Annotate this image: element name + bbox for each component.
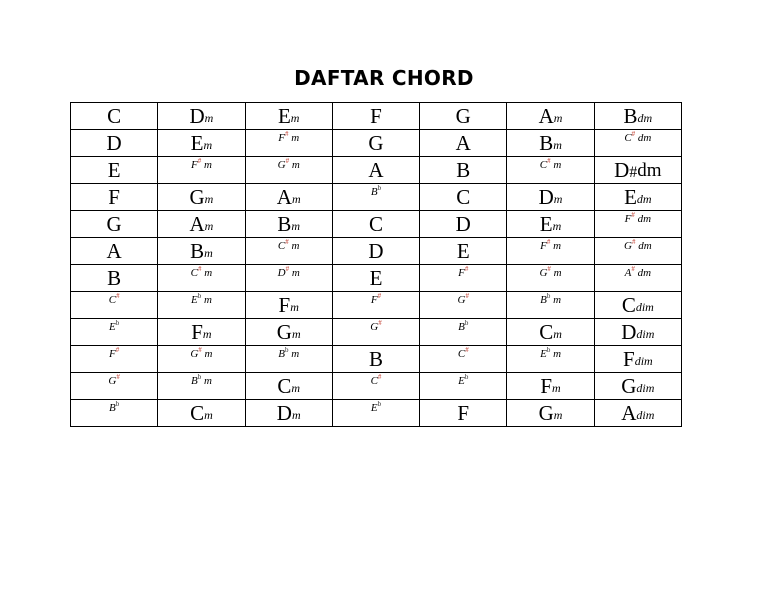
sharp-symbol: # — [465, 346, 469, 354]
chord-name: F# — [109, 346, 120, 360]
chord-cell — [158, 319, 245, 346]
chord-cell — [158, 346, 245, 373]
flat-symbol: b — [284, 346, 289, 354]
flat-symbol: b — [377, 400, 382, 408]
sharp-symbol: # — [115, 346, 120, 354]
sharp-symbol: # — [197, 157, 202, 165]
sharp-symbol: # — [547, 157, 551, 165]
chord-name: B — [368, 346, 383, 371]
chord-name: Dm — [189, 103, 214, 128]
chord-name: Bm — [190, 238, 213, 263]
chord-cell — [594, 400, 681, 427]
chord-name: Edm — [624, 184, 652, 209]
chord-cell — [507, 373, 594, 400]
sharp-symbol: # — [631, 265, 635, 273]
sharp-symbol: # — [285, 265, 290, 273]
chord-name: $E^b$ m — [190, 292, 212, 306]
chord-cell — [420, 292, 507, 319]
sharp-symbol: # — [116, 373, 120, 381]
chord-cell — [594, 184, 681, 211]
chord-name: Cm — [277, 373, 301, 398]
chord-cell — [245, 265, 332, 292]
chord-cell — [420, 157, 507, 184]
chord-cell — [71, 103, 158, 130]
chord-cell — [594, 238, 681, 265]
chord-name: G# m — [190, 346, 213, 360]
sharp-symbol: # — [465, 292, 469, 300]
chord-name: G# dm — [624, 238, 652, 252]
chord-cell — [420, 400, 507, 427]
chord-cell — [245, 184, 332, 211]
chord-cell — [71, 238, 158, 265]
chord-cell — [158, 238, 245, 265]
chord-name: F — [108, 184, 120, 209]
chord-name: $E^b$ — [109, 319, 120, 333]
chord-name: D — [455, 211, 471, 236]
sharp-symbol: # — [631, 238, 636, 246]
chord-cell — [158, 373, 245, 400]
chord-cell — [594, 130, 681, 157]
flat-symbol: b — [197, 292, 202, 300]
chord-cell — [245, 319, 332, 346]
sharp-symbol: # — [197, 265, 202, 273]
chord-name: G — [106, 211, 122, 236]
chord-cell — [158, 103, 245, 130]
chord-cell — [332, 211, 419, 238]
flat-symbol: b — [464, 319, 469, 327]
table-row — [71, 400, 682, 427]
table-row — [71, 373, 682, 400]
chord-name: $B^b$ m — [540, 292, 562, 306]
chord-cell — [71, 184, 158, 211]
chord-cell — [245, 292, 332, 319]
chord-name: G# — [108, 373, 120, 387]
chord-name: Cm — [190, 400, 213, 425]
chord-cell — [71, 292, 158, 319]
chord-cell — [332, 103, 419, 130]
chord-cell — [158, 184, 245, 211]
chord-cell — [71, 130, 158, 157]
flat-symbol: b — [546, 346, 551, 354]
chord-name: Gdim — [621, 373, 655, 398]
chord-cell — [420, 373, 507, 400]
chord-name: $B^b$ m — [190, 373, 212, 387]
chord-name: C# m — [277, 238, 300, 252]
chord-name: G — [455, 103, 471, 128]
chord-name: Bm — [539, 130, 562, 155]
chord-name: C — [368, 211, 383, 236]
chord-table-body — [71, 103, 682, 427]
chord-cell — [158, 265, 245, 292]
chord-cell — [594, 319, 681, 346]
chord-name: $E^b$ — [370, 400, 382, 414]
chord-cell — [71, 346, 158, 373]
sharp-symbol: # — [198, 346, 202, 354]
chord-name: B — [107, 265, 122, 290]
chord-cell — [507, 346, 594, 373]
chord-name: F# m — [190, 157, 212, 171]
chord-name: C# — [370, 373, 382, 387]
chord-cell — [245, 346, 332, 373]
chord-cell — [71, 400, 158, 427]
chord-name: Fm — [278, 292, 299, 317]
chord-cell — [594, 292, 681, 319]
chord-name: C# dm — [624, 130, 652, 144]
chord-cell — [507, 265, 594, 292]
chord-cell — [594, 373, 681, 400]
chord-name: F# — [458, 265, 469, 279]
chord-name: Gm — [276, 319, 301, 344]
table-row — [71, 157, 682, 184]
chord-name: F# m — [540, 238, 562, 252]
chord-name: G — [368, 130, 384, 155]
chord-name: D — [106, 130, 122, 155]
chord-cell — [245, 130, 332, 157]
chord-cell — [332, 157, 419, 184]
chord-cell — [245, 373, 332, 400]
chord-cell — [420, 265, 507, 292]
chord-name: Cdim — [621, 292, 654, 317]
sharp-symbol: # — [285, 157, 290, 165]
chord-name: $E^b$ m — [540, 346, 562, 360]
chord-cell — [594, 346, 681, 373]
chord-cell — [71, 211, 158, 238]
chord-cell — [507, 400, 594, 427]
table-row — [71, 346, 682, 373]
flat-symbol: b — [197, 373, 202, 381]
chord-cell — [507, 130, 594, 157]
table-row — [71, 238, 682, 265]
chord-cell — [420, 184, 507, 211]
chord-name: Gm — [538, 400, 563, 425]
chord-cell — [420, 319, 507, 346]
table-row — [71, 292, 682, 319]
sharp-symbol: # — [285, 238, 289, 246]
chord-name: Cm — [539, 319, 562, 344]
chord-cell — [594, 265, 681, 292]
sharp-symbol: # — [464, 265, 469, 273]
chord-name: Am — [276, 184, 301, 209]
sharp-symbol: # — [631, 211, 635, 219]
chord-cell — [332, 400, 419, 427]
chord-name: C — [107, 103, 122, 128]
chord-cell — [332, 265, 419, 292]
chord-cell — [507, 319, 594, 346]
chord-name: Fm — [191, 319, 212, 344]
chord-name: F — [370, 103, 382, 128]
chord-name: E — [369, 265, 383, 290]
chord-name: B — [456, 157, 471, 182]
chord-name: Gm — [189, 184, 214, 209]
chord-name: Em — [539, 211, 562, 236]
table-row — [71, 130, 682, 157]
sharp-symbol: # — [116, 292, 120, 300]
flat-symbol: b — [377, 184, 382, 192]
flat-symbol: b — [546, 292, 551, 300]
chord-name: Fm — [540, 373, 561, 398]
chord-name: F# m — [278, 130, 300, 144]
chord-cell — [158, 292, 245, 319]
chord-name: Fdim — [623, 346, 653, 371]
chord-name: $E^b$ — [458, 373, 469, 387]
chord-name: E — [107, 157, 121, 182]
chord-name: F# dm — [624, 211, 652, 225]
chord-cell — [158, 157, 245, 184]
chord-cell — [71, 157, 158, 184]
chord-cell — [420, 103, 507, 130]
sharp-symbol: # — [546, 238, 551, 246]
chord-cell — [594, 103, 681, 130]
chord-name: C# — [457, 346, 469, 360]
chord-cell — [332, 346, 419, 373]
chord-cell — [245, 103, 332, 130]
chord-table — [70, 102, 682, 427]
chord-name: C — [456, 184, 471, 209]
chord-name: Em — [277, 103, 300, 128]
chord-cell — [594, 157, 681, 184]
chord-name: Bdm — [623, 103, 653, 128]
chord-name: $B^b$ — [109, 400, 120, 414]
sharp-symbol: # — [377, 373, 382, 381]
chord-cell — [507, 103, 594, 130]
chord-cell — [245, 157, 332, 184]
table-row — [71, 184, 682, 211]
sharp-symbol: # — [547, 265, 551, 273]
chord-cell — [507, 238, 594, 265]
chord-name: D# m — [277, 265, 300, 279]
chord-name: C# m — [539, 157, 562, 171]
chord-name: Ddim — [621, 319, 655, 344]
chord-cell — [507, 292, 594, 319]
chord-name: Am — [189, 211, 214, 236]
chord-cell — [507, 157, 594, 184]
chord-name: Dm — [276, 400, 301, 425]
chord-cell — [245, 400, 332, 427]
chord-name: C# — [108, 292, 120, 306]
chord-cell — [71, 265, 158, 292]
table-row — [71, 211, 682, 238]
chord-cell — [158, 211, 245, 238]
chord-cell — [71, 319, 158, 346]
flat-symbol: b — [115, 400, 120, 408]
chord-name: F# — [370, 292, 382, 306]
chord-cell — [507, 184, 594, 211]
chord-cell — [420, 211, 507, 238]
chord-name: Dm — [538, 184, 563, 209]
chord-name: A — [368, 157, 384, 182]
chord-name: $B^b$ — [458, 319, 469, 333]
chord-cell — [332, 319, 419, 346]
chord-name: G# m — [539, 265, 562, 279]
sharp-symbol: # — [378, 319, 382, 327]
sharp-symbol: # — [631, 130, 636, 138]
chord-cell — [332, 373, 419, 400]
chord-name: Adim — [621, 400, 655, 425]
table-row — [71, 265, 682, 292]
chord-name: Am — [538, 103, 563, 128]
chord-name: Bm — [277, 211, 301, 236]
chord-cell — [594, 211, 681, 238]
flat-symbol: b — [115, 319, 120, 327]
chord-name: A# dm — [624, 265, 652, 279]
sharp-symbol: # — [377, 292, 382, 300]
chord-cell — [245, 211, 332, 238]
chord-cell — [245, 238, 332, 265]
page-title: DAFTAR CHORD — [294, 66, 474, 90]
chord-name: Em — [190, 130, 213, 155]
chord-name: G# m — [277, 157, 300, 171]
chord-name: E — [456, 238, 470, 263]
chord-name: F — [457, 400, 470, 425]
sharp-symbol: # — [629, 163, 638, 181]
chord-name: $B^b$ — [370, 184, 382, 198]
chord-name: G# — [457, 292, 469, 306]
chord-cell — [332, 130, 419, 157]
chord-cell — [158, 130, 245, 157]
chord-name: D — [368, 238, 384, 263]
chord-cell — [420, 346, 507, 373]
chord-name: $B^b$ m — [278, 346, 300, 360]
chord-name: G# — [370, 319, 382, 333]
chord-name: A — [455, 130, 471, 155]
chord-cell — [420, 238, 507, 265]
table-row — [71, 103, 682, 130]
chord-cell — [420, 130, 507, 157]
chord-cell — [71, 373, 158, 400]
chord-cell — [332, 292, 419, 319]
sharp-symbol: # — [284, 130, 289, 138]
chord-cell — [332, 238, 419, 265]
chord-cell — [507, 211, 594, 238]
chord-name: C# m — [190, 265, 213, 279]
chord-name: D#dm — [614, 157, 662, 182]
table-row — [71, 319, 682, 346]
chord-cell — [332, 184, 419, 211]
flat-symbol: b — [464, 373, 469, 381]
chord-name: A — [106, 238, 122, 263]
chord-cell — [158, 400, 245, 427]
